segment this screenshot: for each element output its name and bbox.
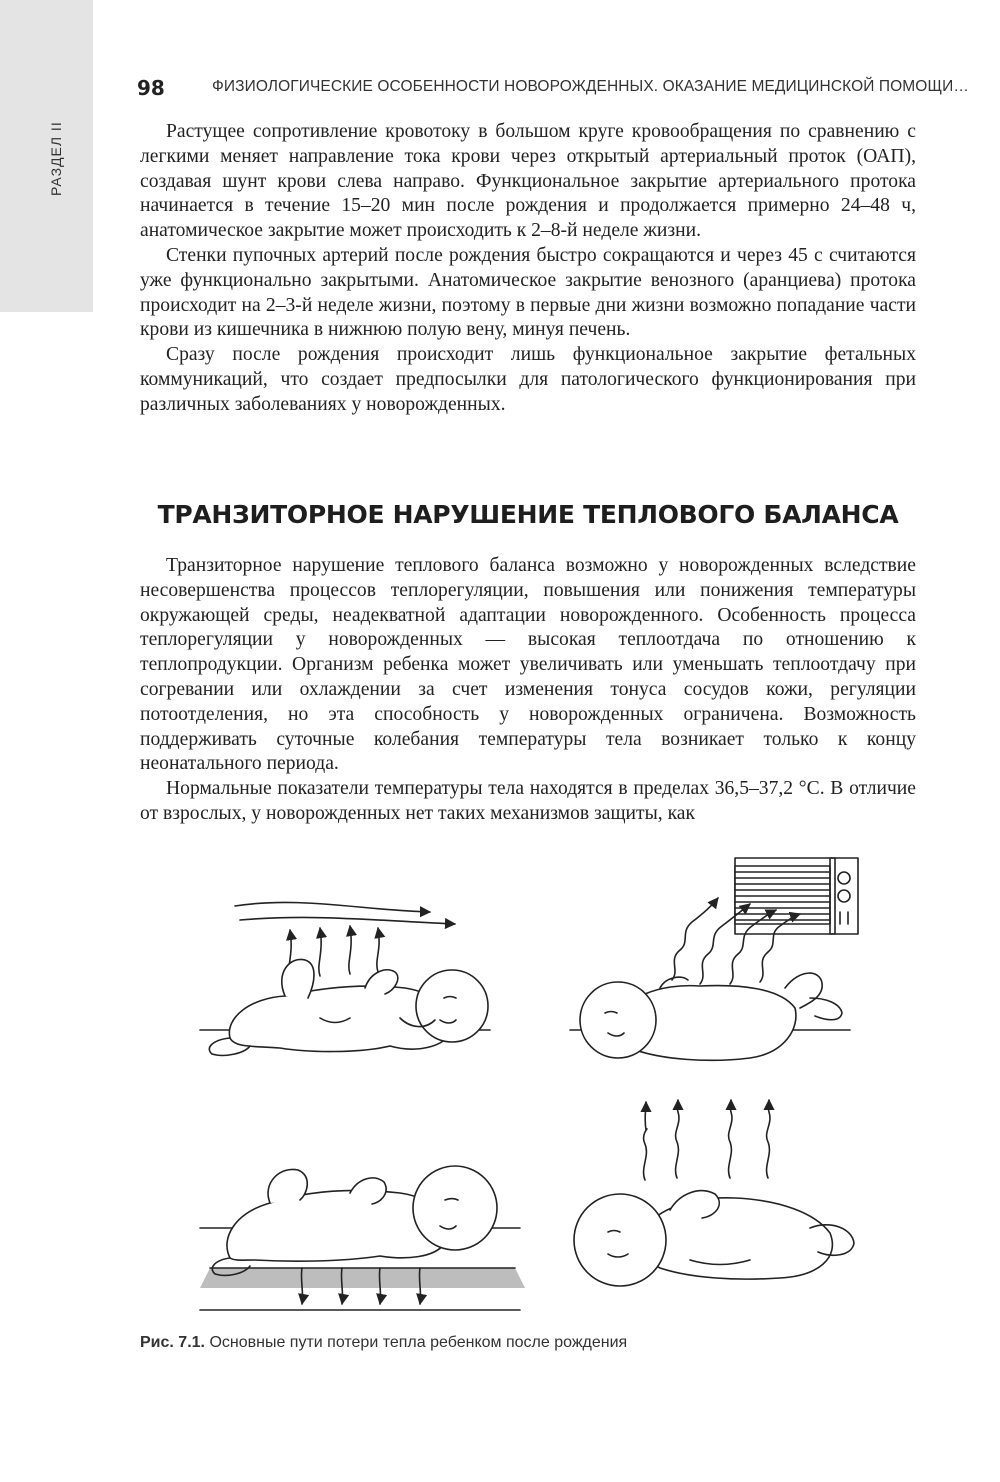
figure-caption [140, 1334, 627, 1352]
running-head: ФИЗИОЛОГИЧЕСКИЕ ОСОБЕННОСТИ НОВОРОЖДЕННЫХ. ОКАЗАНИЕ МЕДИЦИНСКОЙ ПОМОЩИ… [212, 78, 969, 95]
section-heading: ТРАНЗИТОРНОЕ НАРУШЕНИЕ ТЕПЛОВОГО БАЛАНСА [157, 500, 899, 529]
body-text-top [140, 120, 916, 418]
figure-heat-loss [190, 848, 890, 1318]
paragraph: Нормальные показатели температуры тела находятся в пределах 36,5–37,2 °С. В отличие от взрослых, у новорожденных нет таких механизмов защиты, как [140, 778, 916, 824]
figure-caption-text: Основные пути потери тепла ребенком после рождения [209, 1334, 628, 1351]
page-number: 98 [137, 76, 165, 100]
paragraph: Стенки пупочных артерий после рождения быстро сокращаются и через 45 с считаются уже функционально закрытыми. Анатомическое закрытие венозного (аранциева) протока происходит на 2–3-й неделе жизни, поэтому в первые дни жизни возможно попадание части крови из кишечника в нижнюю полую вену, минуя печень. [140, 244, 916, 341]
paragraph: Транзиторное нарушение теплового баланса возможно у новорожденных вследствие несовершенства процессов теплорегуляции, повышения или понижения температуры окружающей среды, неадекватной адаптации новорожденного. Особенность процесса теплорегуляции у новорожденных — высокая теплоотдача по отношению к теплопродукции. Организм ребенка может увеличивать или уменьшать теплоотдачу при согревании или охлаждении за счет изменения тонуса сосудов кожи, регуляции потоотделения, но эта способность у новорожденных ограничена. Возможность поддерживать суточные колебания температуры тела возникает только к концу неонатального периода. [140, 555, 916, 775]
panel-conduction [200, 1166, 525, 1310]
section-tab [0, 0, 93, 312]
panel-convection [200, 902, 490, 1055]
paragraph: Растущее сопротивление кровотоку в большом круге кровообращения по сравнению с легкими меняет направление тока крови через открытый артериальный проток (ОАП), создавая шунт крови слева направо. Функциональное закрытие артериального протока начинается в течение 15–20 мин после рождения и продолжается примерно 24–48 ч, анатомическое закрытие может происходить к 2–8-й неделе жизни. [140, 121, 916, 242]
paragraph: Сразу после рождения происходит лишь функциональное закрытие фетальных коммуникаций, что создает предпосылки для патологического функционирования при различных заболеваниях у новорожденных. [140, 344, 916, 415]
section-tab-label: РАЗДЕЛ II [48, 121, 64, 196]
body-text-bottom [140, 554, 916, 827]
figure-label: Рис. 7.1. [140, 1334, 205, 1351]
panel-radiation [570, 858, 858, 1060]
panel-evaporation [574, 1100, 854, 1286]
